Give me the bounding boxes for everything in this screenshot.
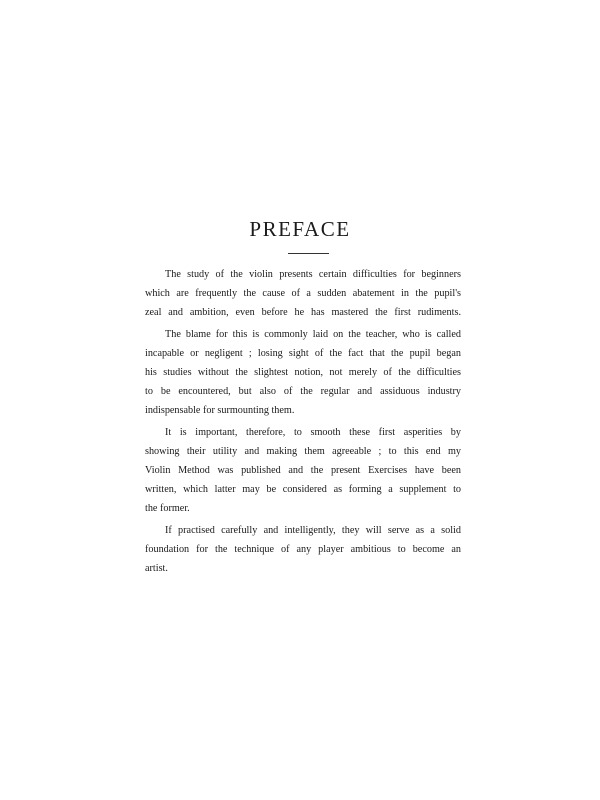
text-line: foundation for the technique of any player ambitious to become an	[145, 544, 461, 555]
text-line: which are frequently the cause of a sudden abatement in the pupil's	[145, 288, 461, 299]
text-line: indispensable for surmounting them.	[145, 405, 295, 416]
page-title: PREFACE	[249, 217, 351, 241]
text-line: written, which latter may be considered as forming a supplement to	[145, 484, 461, 495]
text-line: The study of the violin presents certain difficulties for beginners	[165, 269, 461, 280]
title-rule	[288, 253, 329, 254]
text-line: incapable or negligent ; losing sight of the fact that the pupil began	[145, 348, 461, 359]
text-line: showing their utility and making them agreeable ; to this end my	[145, 446, 461, 457]
text-line: to be encountered, but also of the regular and assiduous industry	[145, 386, 461, 397]
paragraph	[145, 325, 461, 420]
paragraph	[145, 423, 461, 518]
paragraph	[145, 265, 461, 322]
text-line: The blame for this is commonly laid on the teacher, who is called	[165, 329, 461, 340]
paragraph	[145, 521, 461, 578]
text-line: artist.	[145, 563, 168, 574]
text-line: It is important, therefore, to smooth these first asperities by	[165, 427, 461, 438]
text-line: the former.	[145, 503, 190, 514]
text-line: his studies without the slightest notion, not merely of the difficulties	[145, 367, 461, 378]
text-line: If practised carefully and intelligently, they will serve as a solid	[165, 525, 461, 536]
text-line: Violin Method was published and the present Exercises have been	[145, 465, 461, 476]
text-line: zeal and ambition, even before he has mastered the first rudiments.	[145, 307, 461, 318]
preface-body	[145, 265, 461, 581]
